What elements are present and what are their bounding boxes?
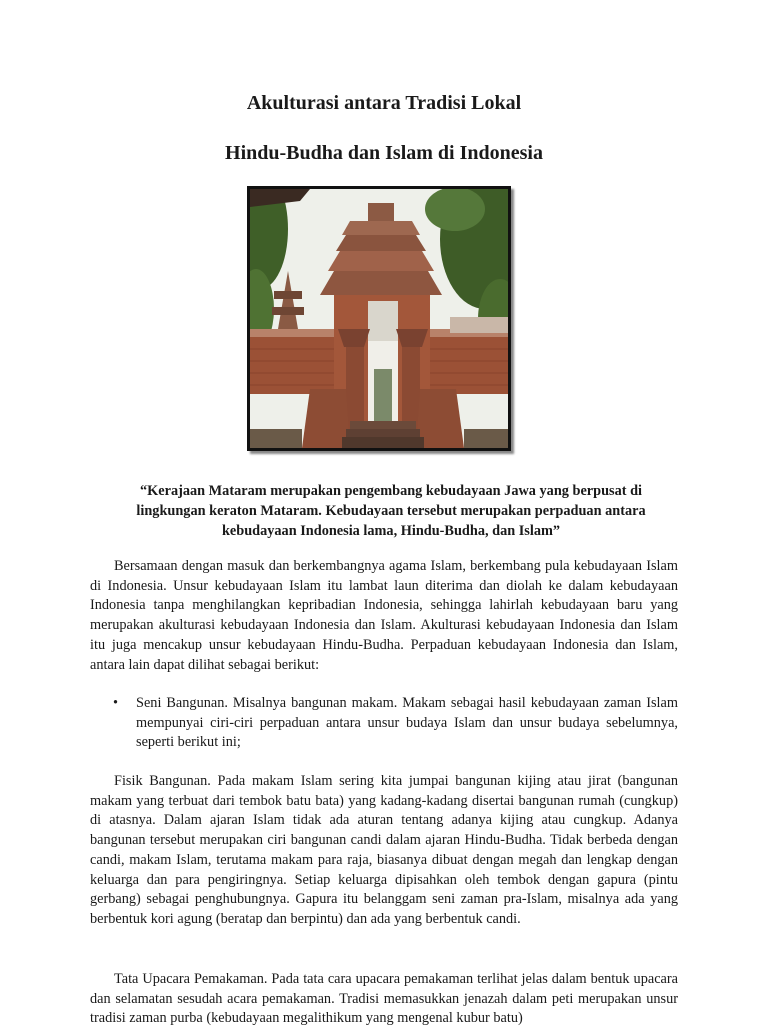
gapura-gate-photo xyxy=(247,186,511,451)
bullet-marker: • xyxy=(113,695,119,711)
quote-block: “Kerajaan Mataram merupakan pengembang kebudayaan Jawa yang berpusat di lingkungan keraton Mataram. Kebudayaan tersebut merupakan perpaduan antara kebudayaan Indonesia lama, Hindu-Budha, dan Islam” xyxy=(136,483,646,539)
paragraph-fisik-bangunan: Fisik Bangunan. Pada makam Islam sering kita jumpai bangunan kijing atau jirat (bangunan makam yang terbuat dari tembok batu bata) yang kadang-kadang disertai bangunan rumah (cungkup) di atasnya. Dalam ajaran Islam tidak ada aturan tentang adanya kijing atau cungkup. Adanya bangunan tersebut merupakan ciri bangunan candi dalam ajaran Hindu-Budha. Tidak berbeda dengan candi, makam Islam, terutama makam para raja, biasanya dibuat dengan megah dan lengkap dengan keluarga dan para pengiringnya. Setiap keluarga dipisahkan oleh tembok dengan gapura (pintu gerbang) sebagai penghubungnya. Gapura itu belanggam seni zaman pra-Islam, misalnya ada yang berbentuk kori agung (beratap dan berpintu) dan ada yang berbentuk candi. xyxy=(90,773,678,927)
paragraph-intro: Bersamaan dengan masuk dan berkembangnya agama Islam, berkembang pula kebudayaan Islam di Indonesia. Unsur kebudayaan Islam itu lambat laun diterima dan diolah ke dalam kebudayaan Indonesia tanpa menghilangkan kepribadian Indonesia, sehingga lahirlah kebudayaan baru yang merupakan akulturasi kebudayaan Indonesia dan Islam. Akulturasi kebudayaan Indonesia dan Islam itu juga mencakup unsur kebudayaan Hindu-Budha. Perpaduan kebudayaan Indonesia dan Islam, antara lain dapat dilihat sebagai berikut: xyxy=(90,558,678,673)
bullet-text-seni-bangunan: Seni Bangunan. Misalnya bangunan makam. Makam sebagai hasil kebudayaan zaman Islam mempunyai ciri-ciri perpaduan antara unsur budaya Islam dan unsur budaya sebelumnya, seperti berikut ini; xyxy=(136,695,678,751)
document-title-line-2: Hindu-Budha dan Islam di Indonesia xyxy=(225,142,543,164)
paragraph-tata-upacara: Tata Upacara Pemakaman. Pada tata cara upacara pemakaman terlihat jelas dalam bentuk upacara dan selamatan sesudah acara pemakaman. Tradisi memasukkan jenazah dalam peti merupakan unsur tradisi zaman purba (kebudayaan megalithikum yang mengenal kubur batu) xyxy=(90,971,678,1027)
document-title-line-1: Akulturasi antara Tradisi Lokal xyxy=(246,92,522,114)
